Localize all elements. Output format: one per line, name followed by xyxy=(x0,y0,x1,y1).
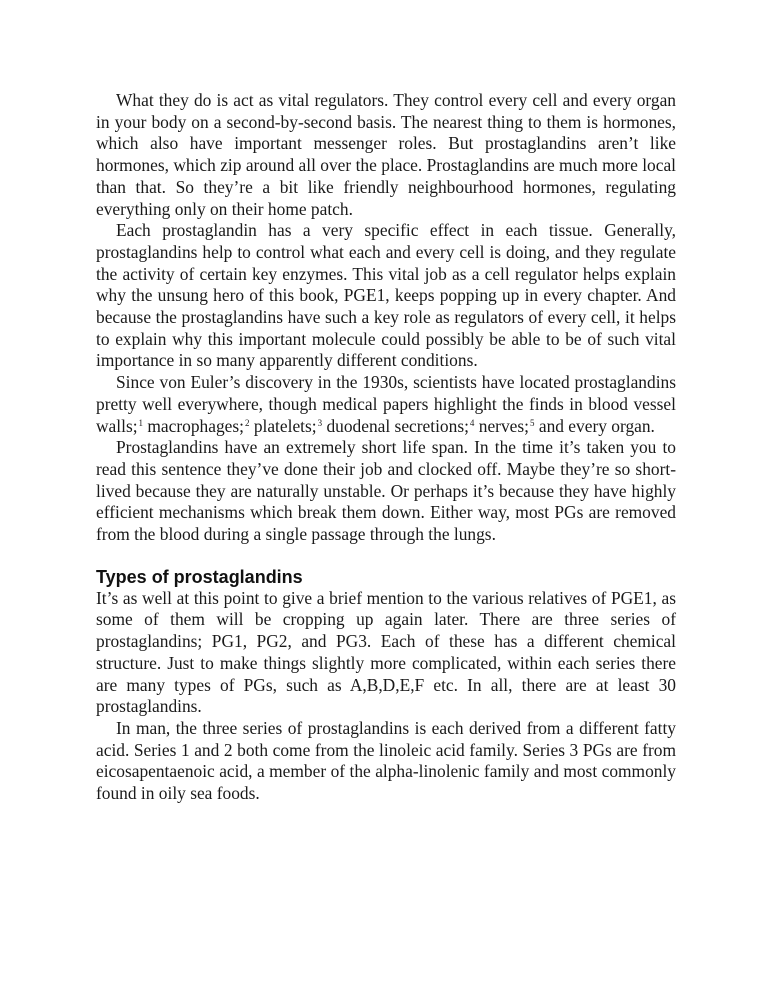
discovery-text: and every organ. xyxy=(534,415,655,436)
discovery-text: macrophages; xyxy=(143,415,244,436)
footnote-ref: 2 xyxy=(244,417,250,428)
discovery-text: nerves; xyxy=(474,415,529,436)
paragraph-specific-effect: Each prostaglandin has a very specific effect in each tissue. Generally, prostaglandins help to control what each and every cell is doing, and they regulate the activity of certain key enzymes. This vital job as a cell regulator helps explain why the unsung hero of this book, PGE1, keeps popping up in every chapter. And because the prostaglandins have such a key role as regulators of every cell, it helps to explain why this important molecule could possibly be able to be of such vital importance in so many apparently different conditions. xyxy=(96,220,676,371)
paragraph-discovery xyxy=(96,372,676,437)
section-heading: Types of prostaglandins xyxy=(96,566,303,587)
paragraph-relatives: It’s as well at this point to give a brief mention to the various relatives of PGE1, as some of them will be cropping up again later. There are three series of prostaglandins; PG1, PG2, and PG3. Each of these has a different chemical structure. Just to make things slightly more complicated, within each series there are many types of PGs, such as A,B,D,E,F etc. In all, there are at least 30 prostaglandins. xyxy=(96,587,676,717)
footnote-ref: 1 xyxy=(138,417,144,428)
footnote-ref: 5 xyxy=(530,417,535,428)
paragraph-regulators: What they do is act as vital regulators. They control every cell and every organ in your body on a second-by-second basis. The nearest thing to them is hormones, which also have important messenger roles. But prostaglandins aren’t like hormones, which zip around all over the place. Prostaglandins are much more local than that. So they’re a bit like friendly neighbourhood hormones, regulating everything only on their home patch. xyxy=(96,90,676,219)
discovery-text: platelets; xyxy=(249,415,317,436)
book-page xyxy=(96,90,676,805)
paragraph-fatty-acids: In man, the three series of prostaglandins is each derived from a different fatty acid. Series 1 and 2 both come from the linoleic acid family. Series 3 PGs are from eicosapentaenoic acid, a member of the alpha-linolenic family and most commonly found in oily sea foods. xyxy=(96,717,676,804)
footnote-ref: 4 xyxy=(469,417,475,428)
paragraph-life-span: Prostaglandins have an extremely short life span. In the time it’s taken you to read this sentence they’ve done their job and clocked off. Maybe they’re so short-lived because they are naturally unstable. Or perhaps it’s because they have highly efficient mechanisms which break them down. Either way, most PGs are removed from the blood during a single passage through the lungs. xyxy=(96,437,676,545)
discovery-text: duodenal secretions; xyxy=(322,415,469,436)
discovery-text: Since von Euler’s discovery in the 1930s, scientists have located prostaglandins pretty well everywhere, though medical papers highlight the finds in blood vessel walls; xyxy=(96,372,676,436)
footnote-ref: 3 xyxy=(317,417,323,428)
